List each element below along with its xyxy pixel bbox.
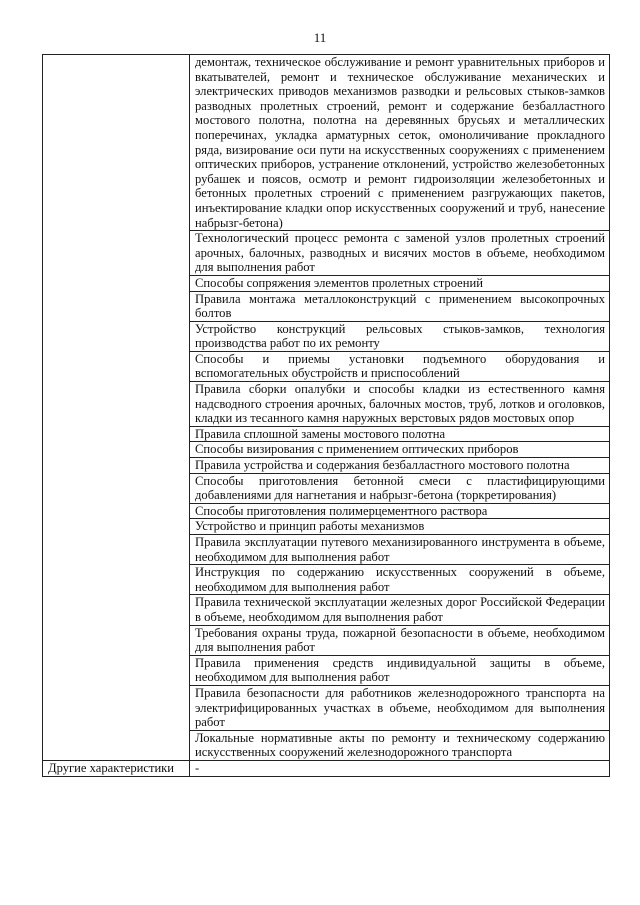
- knowledge-item: Способы сопряжения элементов пролетных строений: [190, 275, 610, 291]
- knowledge-item: Способы приготовления бетонной смеси с пластифицирующими добавлениями для нагнетания и набрызг-бетона (торкретирования): [190, 473, 610, 503]
- knowledge-item: Способы визирования с применением оптических приборов: [190, 442, 610, 458]
- table-row: [43, 55, 610, 231]
- requirements-table: [42, 54, 610, 777]
- other-characteristics-section: [43, 760, 610, 776]
- knowledge-item: Локальные нормативные акты по ремонту и техническому содержанию искусственных сооружений железнодорожного транспорта: [190, 730, 610, 760]
- knowledge-item: Правила применения средств индивидуальной защиты в объеме, необходимом для выполнения работ: [190, 655, 610, 685]
- knowledge-item: Требования охраны труда, пожарной безопасности в объеме, необходимом для выполнения работ: [190, 625, 610, 655]
- knowledge-item: Способы и приемы установки подъемного оборудования и вспомогательных обустройств и приспособлений: [190, 351, 610, 381]
- knowledge-item: Устройство и принцип работы механизмов: [190, 519, 610, 535]
- knowledge-item: Технологический процесс ремонта с заменой узлов пролетных строений арочных, балочных, разводных и висячих мостов в объеме, необходимом для выполнения работ: [190, 231, 610, 276]
- knowledge-item: Правила безопасности для работников железнодорожного транспорта на электрифицированных участках в объеме, необходимом для выполнения работ: [190, 685, 610, 730]
- other-characteristics-label: Другие характеристики: [43, 760, 190, 776]
- table-row: [43, 760, 610, 776]
- knowledge-item: Способы приготовления полимерцементного раствора: [190, 503, 610, 519]
- page-number: 11: [313, 30, 327, 45]
- knowledge-item: Правила технической эксплуатации железных дорог Российской Федерации в объеме, необходимом для выполнения работ: [190, 595, 610, 625]
- knowledge-item: Правила монтажа металлоконструкций с применением высокопрочных болтов: [190, 291, 610, 321]
- other-characteristics-value: -: [190, 760, 610, 776]
- required-knowledge-label-cell: [43, 55, 190, 761]
- knowledge-item: Устройство конструкций рельсовых стыков-замков, технология производства работ по их ремонту: [190, 321, 610, 351]
- knowledge-item: Правила сплошной замены мостового полотна: [190, 426, 610, 442]
- knowledge-item: Инструкция по содержанию искусственных сооружений в объеме, необходимом для выполнения работ: [190, 565, 610, 595]
- knowledge-item: демонтаж, техническое обслуживание и ремонт уравнительных приборов и вкатывателей, ремонт и техническое обслуживание механических и электрических приводов механизмов разводки и рельсовых стыков-замков разводных пролетных строений, ремонт и содержание безбалластного мостового полотна, полотна на деревянных брусьях и металлических поперечинах, укладка арматурных сеток, омоноличивание прокладного ряда, визирование оси пути на искусственных сооружениях с применением оптических приборов, устранение отклонений, устройство железобетонных рубашек и поясов, осмотр и ремонт гидроизоляции железобетонных и бетонных пролетных строений с применением разгружающих пакетов, инъектирование кладки опор искусственных сооружений и труб, нанесение набрызг-бетона): [190, 55, 610, 231]
- knowledge-item: Правила устройства и содержания безбалластного мостового полотна: [190, 458, 610, 474]
- knowledge-item: Правила эксплуатации путевого механизированного инструмента в объеме, необходимом для выполнения работ: [190, 535, 610, 565]
- knowledge-section: [43, 55, 610, 761]
- knowledge-item: Правила сборки опалубки и способы кладки из естественного камня надсводного строения арочных, балочных мостов, труб, лотков и оголовков, кладки из тесанного камня наружных верстовых рядов мостовых опор: [190, 382, 610, 427]
